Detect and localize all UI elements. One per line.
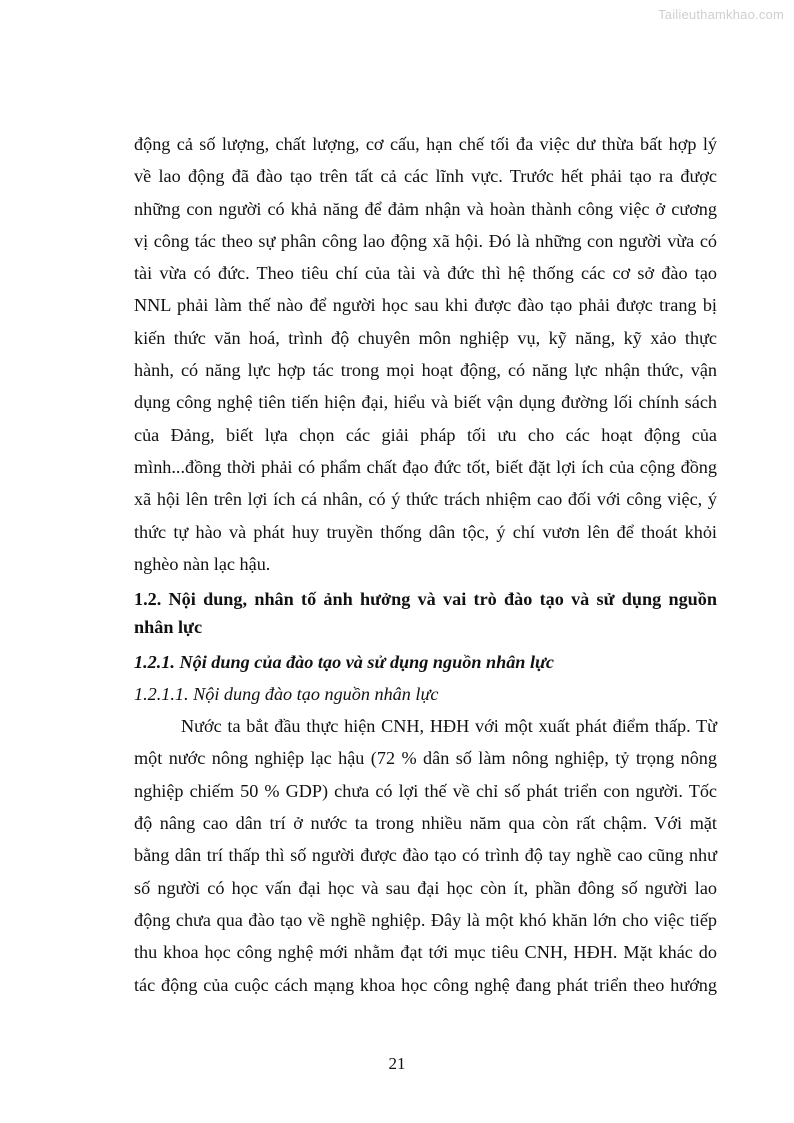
page-number: 21 xyxy=(388,1054,406,1073)
text-line: kiến thức văn hoá, trình độ chuyên môn nghiệp vụ, kỹ năng, kỹ xảo thực xyxy=(134,327,717,348)
watermark: Tailieuthamkhao.com xyxy=(658,7,784,22)
text-line: động cả số lượng, chất lượng, cơ cấu, hạn chế tối đa việc dư thừa bất hợp lý xyxy=(134,134,717,154)
text-line: một nước nông nghiệp lạc hậu (72 % dân số làm nông nghiệp, tỷ trọng nông xyxy=(134,748,717,769)
paragraph xyxy=(134,128,717,580)
text-line: tác động của cuộc cách mạng khoa học công nghệ đang phát triển theo hướng xyxy=(134,974,717,995)
text-line: độ nâng cao dân trí ở nước ta trong nhiều năm qua còn rất chậm. Với mặt xyxy=(134,813,717,834)
text-line: thức tự hào và phát huy truyền thống dân tộc, ý chí vươn lên để thoát khỏi xyxy=(134,521,717,542)
text-line: những con người có khả năng để đảm nhận và hoàn thành công việc ở cương xyxy=(134,198,717,219)
text-line: NNL phải làm thế nào để người học sau khi được đào tạo phải được trang bị xyxy=(134,295,717,316)
text-line: mình...đồng thời phải có phẩm chất đạo đức tốt, biết đặt lợi ích của cộng đồng xyxy=(134,456,717,477)
text-line: của Đảng, biết lựa chọn các giải pháp tối ưu cho các hoạt động của xyxy=(134,424,717,445)
text-line: nghèo nàn lạc hậu. xyxy=(134,553,271,574)
subsection-heading: 1.2.1. Nội dung của đào tạo và sử dụng nguồn nhân lực xyxy=(134,652,554,673)
page-body xyxy=(134,128,717,1001)
text-line: dụng công nghệ tiên tiến hiện đại, hiểu và biết vận dụng đường lối chính sách xyxy=(134,392,717,413)
text-line: hành, có năng lực hợp tác trong mọi hoạt động, có năng lực nhận thức, vận xyxy=(134,360,717,381)
text-line: số người có học vấn đại học và sau đại học còn ít, phần đông số người lao xyxy=(134,877,717,898)
text-line: thu khoa học công nghệ mới nhằm đạt tới mục tiêu CNH, HĐH. Mặt khác do xyxy=(134,942,717,963)
text-line: Nước ta bắt đầu thực hiện CNH, HĐH với một xuất phát điểm thấp. Từ xyxy=(181,716,717,737)
text-line: vị công tác theo sự phân công lao động xã hội. Đó là những con người vừa có xyxy=(134,230,717,251)
heading-line: nhân lực xyxy=(134,617,203,638)
heading-line: 1.2. Nội dung, nhân tố ảnh hưởng và vai trò đào tạo và sử dụng nguồn xyxy=(134,589,717,610)
paragraph xyxy=(134,710,717,1001)
text-line: động chưa qua đào tạo về nghề nghiệp. Đây là một khó khăn lớn cho việc tiếp xyxy=(134,909,717,930)
subsubsection-heading: 1.2.1.1. Nội dung đào tạo nguồn nhân lực xyxy=(134,684,439,705)
text-line: tài vừa có đức. Theo tiêu chí của tài và đức thì hệ thống các cơ sở đào tạo xyxy=(134,263,717,284)
text-line: bằng dân trí thấp thì số người được đào tạo có trình độ tay nghề cao cũng như xyxy=(134,845,717,866)
section-heading xyxy=(134,585,717,641)
text-line: xã hội lên trên lợi ích cá nhân, có ý thức trách nhiệm cao đối với công việc, ý xyxy=(134,489,717,510)
text-line: về lao động đã đào tạo trên tất cả các lĩnh vực. Trước hết phải tạo ra được xyxy=(134,166,717,187)
text-line: nghiệp chiếm 50 % GDP) chưa có lợi thế về chỉ số phát triển con người. Tốc xyxy=(134,780,717,801)
